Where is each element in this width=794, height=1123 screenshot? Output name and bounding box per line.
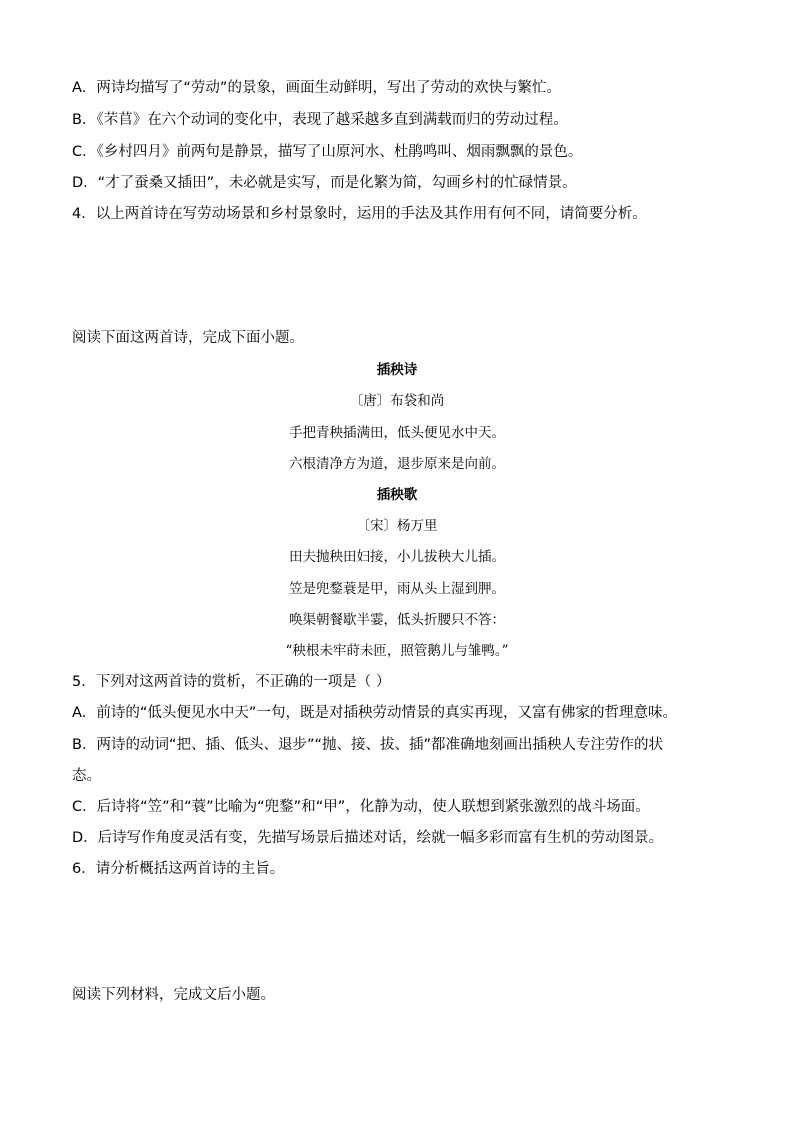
poem2-line-1: 田夫抛秧田妇接，小儿拔秧大儿插。 <box>289 549 505 565</box>
option-a-line: A．两诗均描写了“劳动”的景象，画面生动鲜明，写出了劳动的欢快与繁忙。 <box>72 80 561 96</box>
poem2-line-3: 唤渠朝餐歇半霎，低头折腰只不答： <box>289 612 505 628</box>
reading-intro-poems: 阅读下面这两首诗，完成下面小题。 <box>72 330 304 346</box>
option-b-line: B．《芣苢》在六个动词的变化中，表现了越采越多直到满载而归的劳动过程。 <box>72 112 568 128</box>
poem1-line-2: 六根清净方为道，退步原来是向前。 <box>289 456 505 472</box>
question-5: 5．下列对这两首诗的赏析，不正确的一项是（ ） <box>72 674 391 690</box>
q5-option-b-continued: 态。 <box>72 768 101 784</box>
poem1-author: 〔唐〕布袋和尚 <box>349 393 445 409</box>
q5-option-d: D．后诗写作角度灵活有变，先描写场景后描述对话，绘就一幅多彩而富有生机的劳动图景。 <box>72 830 664 846</box>
option-c-line: C．《乡村四月》前两句是静景，描写了山原河水、杜鹃鸣叫、烟雨飘飘的景色。 <box>72 144 583 160</box>
poem2-line-4: “秧根未牢莳未匝，照管鹅儿与雏鸭。” <box>285 643 509 659</box>
q5-option-c: C．后诗将“笠”和“蓑”比喻为“兜鍪”和“甲”，化静为动，使人联想到紧张激烈的战斗场面。 <box>72 799 650 815</box>
poem2-title: 插秧歌 <box>376 487 418 503</box>
question-4: 4．以上两首诗在写劳动场景和乡村景象时，运用的手法及其作用有何不同，请简要分析。 <box>72 206 647 222</box>
poem2-author: 〔宋〕杨万里 <box>356 518 438 534</box>
q5-option-b: B．两诗的动词“把、插、低头、退步”“抛、接、拔、插”都准确地刻画出插秧人专注劳作的状 <box>72 737 663 753</box>
poem1-title: 插秧诗 <box>376 362 418 378</box>
poem2-line-2: 笠是兜鍪蓑是甲，雨从头上湿到胛。 <box>289 581 505 597</box>
poem1-line-1: 手把青秧插满田，低头便见水中天。 <box>289 425 505 441</box>
option-d-line: D．“才了蚕桑又插田”，未必就是实写，而是化繁为简，勾画乡村的忙碌情景。 <box>72 175 577 191</box>
q5-option-a: A．前诗的“低头便见水中天”一句，既是对插秧劳动情景的真实再现，又富有佛家的哲理意味。 <box>72 705 677 721</box>
reading-intro-materials: 阅读下列材料，完成文后小题。 <box>72 987 275 1003</box>
question-6: 6．请分析概括这两首诗的主旨。 <box>72 861 285 877</box>
